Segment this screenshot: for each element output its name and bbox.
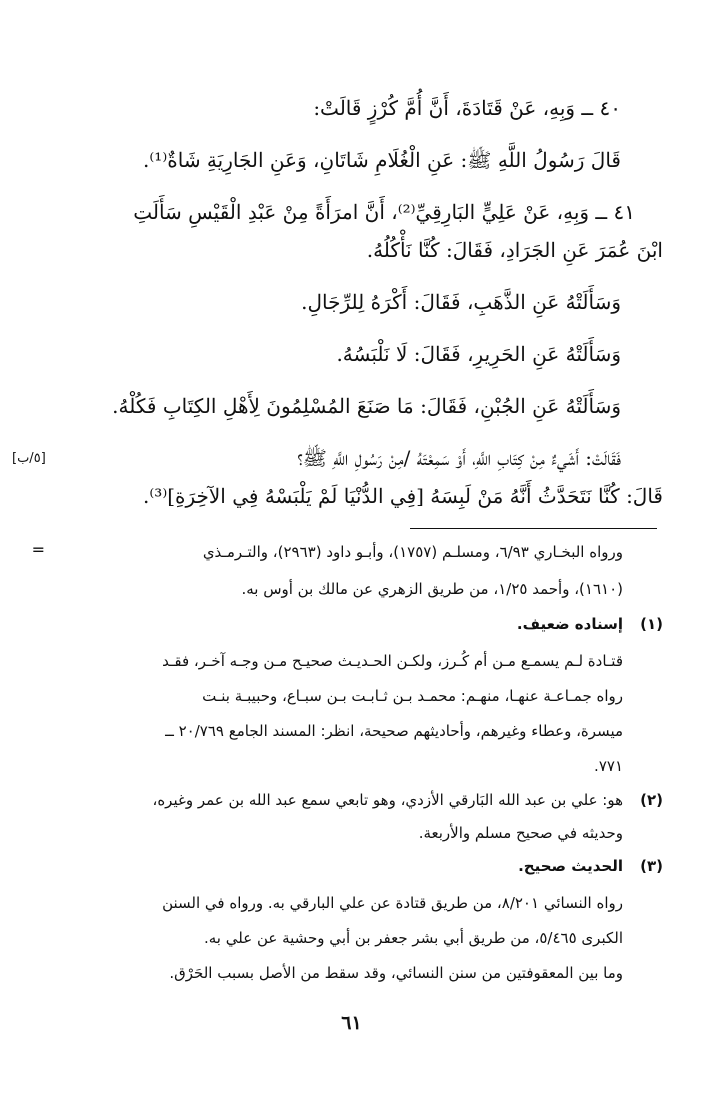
hadith-41-gold: وَسَأَلَتْهُ عَنِ الذَّهَبِ، فَقَالَ: أَكْرَهُ لِلرِّجَالِ. [301, 290, 621, 314]
footnote-2-number: (٢) [640, 791, 663, 809]
footnote-1-line-4: ٧٧١. [594, 757, 623, 775]
footnote-3-title: الحديث صحيح. [518, 857, 623, 875]
hadith-41-question: فَقَالَتْ: أَشَيءٌ مِنْ كِتَابِ اللَّهِ، أَوْ سَمِعْتَهُ /مِنْ رَسُولِ اللَّهِ ﷺ؟ [297, 446, 621, 470]
footnote-1-title: إسناده ضعيف. [516, 615, 623, 633]
footnote-1-line-1: قتـادة لـم يسمـع مـن أم كُـرز، ولكـن الحـديـث صحيـح مـن وجـه آخـر، فقـد [162, 652, 623, 670]
footnote-divider [410, 528, 657, 529]
footnote-2-line-1: هو: علي بن عبد الله البَارقي الأزدي، وهو تابعي سمع عبد الله بن عمر وغيره، [152, 791, 623, 809]
footnote-1-line-2: رواه جمـاعـة عنهـا، منهـم: محمـد بـن ثـابـت بـن سبـاع، وحبيبـة بنـت [202, 687, 623, 705]
footnote-cont-line-1: ورواه البخـاري ٦/٩٣، ومسلـم (١٧٥٧)، وأبـو داود (٢٩٦٣)، والتـرمـذي [202, 543, 623, 561]
footnote-cont-line-2: (١٦١٠)، وأحمد ١/٢٥، من طريق الزهري عن مالك بن أوس به. [241, 580, 623, 598]
hadith-40-intro: ٤٠ ــ وَبِهِ، عَنْ قَتَادَةَ، أَنَّ أُمَّ كُرْزٍ قَالَتْ: [313, 96, 621, 120]
footnote-3-line-1: رواه النسائي ٨/٢٠١، من طريق قتادة عن علي البارقي به. ورواه في السنن [162, 894, 623, 912]
footnote-3-line-2: الكبرى ٥/٤٦٥، من طريق أبي بشر جعفر بن أبي وحشية عن علي به. [204, 929, 623, 947]
manuscript-folio-ref: [٥/ب] [12, 451, 46, 466]
footnote-1-line-3: ميسرة، وعطاء وغيرهم، وأحاديثهم صحيحة، انظر: المسند الجامع ٢٠/٧٦٩ ــ [165, 722, 623, 740]
footnote-3-line-3: وما بين المعقوفتين من سنن النسائي، وقد سقط من الأصل بسبب الحَرْق. [169, 964, 623, 982]
footnote-1-number: (١) [640, 615, 663, 633]
page-number: ٦١ [341, 1012, 362, 1034]
footnote-3-number: (٣) [640, 857, 663, 875]
hadith-41-intro: ٤١ ــ وَبِهِ، عَنْ عَلِيٍّ البَارِقِيِّ⁽²⁾، أَنَّ امرَأَةً مِنْ عَبْدِ الْقَيْسِ سَأَلَتِ [133, 200, 635, 224]
hadith-41-cheese: وَسَأَلَتْهُ عَنِ الجُبْنِ، فَقَالَ: مَا صَنَعَ المُسْلِمُونَ لِأَهْلِ الكِتَابِ فَكُلْهُ. [112, 394, 621, 418]
footnote-2-line-2: وحديثه في صحيح مسلم والأربعة. [418, 824, 623, 842]
hadith-41-line-2: ابْنَ عُمَرَ عَنِ الجَرَادِ، فَقَالَ: كُنَّا نَأْكُلُهُ. [366, 238, 663, 262]
hadith-41-answer: قَالَ: كُنَّا نَتَحَدَّثُ أَنَّهُ مَنْ لَبِسَهُ [فِي الدُّنْيَا لَمْ يَلْبَسْهُ فِي الآخِرَةِ]⁽³⁾. [143, 484, 663, 508]
hadith-41-silk: وَسَأَلَتْهُ عَنِ الحَرِيرِ، فَقَالَ: لَا نَلْبَسُهُ. [336, 342, 621, 366]
footnote-continuation-mark: = [31, 540, 45, 559]
hadith-40-text: قَالَ رَسُولُ اللَّهِ ﷺ: عَنِ الْغُلَامِ شَاتَانِ، وَعَنِ الجَارِيَةِ شَاةٌ⁽¹⁾. [143, 148, 621, 172]
